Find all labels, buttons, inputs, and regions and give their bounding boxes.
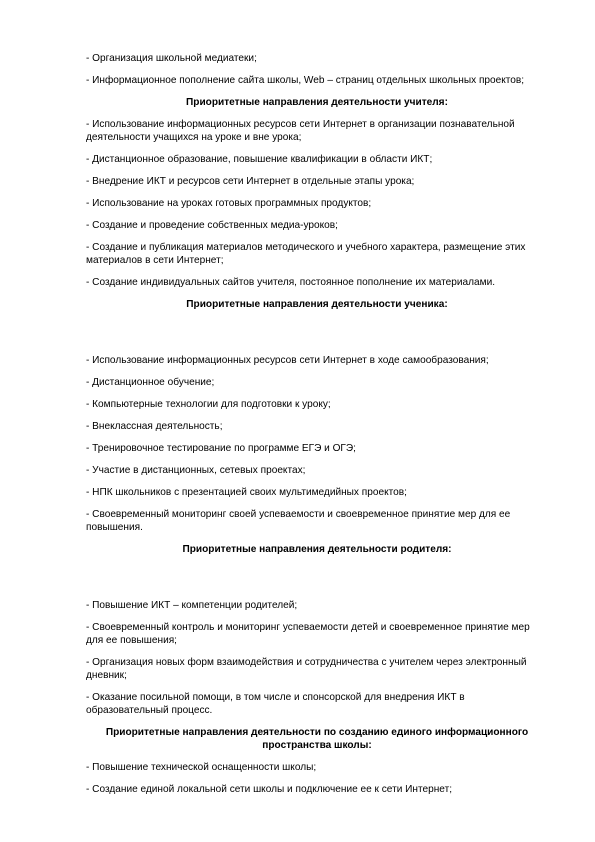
- list-item: - Информационное пополнение сайта школы, Web – страниц отдельных школьных проектов;: [86, 75, 525, 86]
- list-item: - Использование на уроках готовых программных продуктов;: [86, 198, 372, 209]
- list-item: - Оказание посильной помощи, в том числе и спонсорской для внедрения ИКТ в образовательный процесс.: [86, 692, 465, 716]
- list-item: - Дистанционное образование, повышение квалификации в области ИКТ;: [86, 154, 433, 165]
- list-item: - Организация новых форм взаимодействия и сотрудничества с учителем через электронный дневник;: [86, 657, 527, 681]
- section-heading: Приоритетные направления деятельности по созданию единого информационного пространства школы:: [105, 727, 529, 751]
- list-item: - Создание и публикация материалов методического и учебного характера, размещение этих материалов в сети Интернет;: [86, 242, 526, 266]
- list-item: - Использование информационных ресурсов сети Интернет в ходе самообразования;: [86, 355, 489, 366]
- section-heading: Приоритетные направления деятельности учителя:: [186, 97, 448, 108]
- list-item: - Своевременный контроль и мониторинг успеваемости детей и своевременное принятие мер для ее повышения;: [86, 622, 530, 646]
- list-item: - Участие в дистанционных, сетевых проектах;: [86, 465, 306, 476]
- list-item: - Тренировочное тестирование по программе ЕГЭ и ОГЭ;: [86, 443, 356, 454]
- section-heading: Приоритетные направления деятельности ученика:: [186, 299, 448, 310]
- list-item: - Создание и проведение собственных медиа-уроков;: [86, 220, 338, 231]
- section-heading: Приоритетные направления деятельности родителя:: [182, 544, 452, 555]
- document-page: [86, 52, 548, 805]
- list-item: - Повышение технической оснащенности школы;: [86, 762, 317, 773]
- list-item: - Использование информационных ресурсов сети Интернет в организации познавательной деятельности учащихся на уроке и вне урока;: [86, 119, 515, 143]
- list-item: - Внедрение ИКТ и ресурсов сети Интернет в отдельные этапы урока;: [86, 176, 415, 187]
- list-item: - Организация школьной медиатеки;: [86, 53, 257, 64]
- list-item: - Компьютерные технологии для подготовки к уроку;: [86, 399, 331, 410]
- list-item: - Повышение ИКТ – компетенции родителей;: [86, 600, 298, 611]
- list-item: - Дистанционное обучение;: [86, 377, 215, 388]
- list-item: - НПК школьников с презентацией своих мультимедийных проектов;: [86, 487, 407, 498]
- list-item: - Своевременный мониторинг своей успеваемости и своевременное принятие мер для ее повышения.: [86, 509, 511, 533]
- list-item: - Создание единой локальной сети школы и подключение ее к сети Интернет;: [86, 784, 453, 795]
- list-item: - Внеклассная деятельность;: [86, 421, 223, 432]
- list-item: - Создание индивидуальных сайтов учителя, постоянное пополнение их материалами.: [86, 277, 496, 288]
